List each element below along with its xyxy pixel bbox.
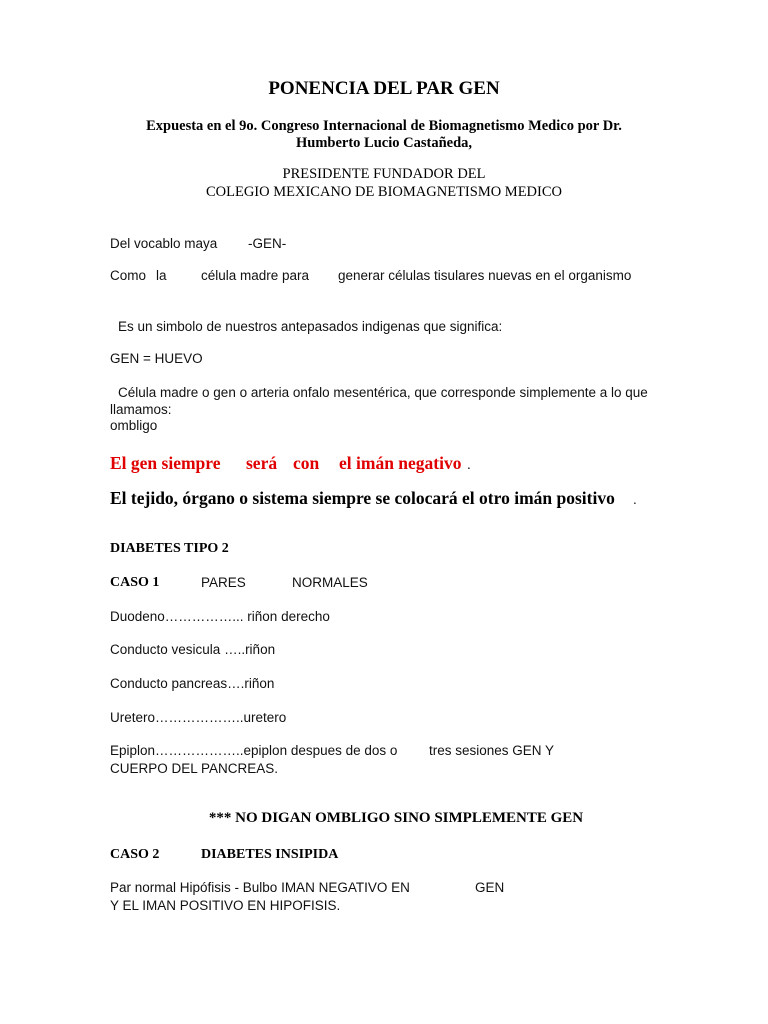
diabetes-tipo2-heading: DIABETES TIPO 2 (110, 541, 229, 556)
la-word: la (156, 268, 167, 283)
caso2-title: DIABETES INSIPIDA (201, 847, 339, 862)
celula-line-3: ombligo (110, 418, 158, 433)
vocablo-gen: -GEN- (248, 236, 287, 251)
celula-line-1: Célula madre o gen o arteria onfalo mesentérica, que corresponde simplemente a lo que (118, 385, 648, 400)
no-digan-heading: *** NO DIGAN OMBLIGO SINO SIMPLEMENTE GEN (208, 810, 584, 826)
president-line-1: PRESIDENTE FUNDADOR DEL (282, 166, 486, 182)
caso2-label: CASO 2 (110, 847, 160, 862)
vocablo-text: Del vocablo maya (110, 236, 218, 251)
celula-madre-para: célula madre para (201, 268, 310, 283)
caso1-pares: PARES (201, 575, 246, 590)
gen-huevo: GEN = HUEVO (110, 351, 203, 366)
pair-duodeno: Duodeno……………... riñon derecho (110, 609, 330, 624)
generar-text: generar células tisulares nuevas en el organismo (338, 268, 632, 283)
caso1-normales: NORMALES (292, 575, 368, 590)
gen-siempre-c: con (293, 453, 320, 473)
simbolo-text: Es un simbolo de nuestros antepasados indigenas que significa: (118, 319, 503, 334)
tejido-text: El tejido, órgano o sistema siempre se colocará el otro imán positivo (110, 488, 615, 508)
par-normal-text: Par normal Hipófisis - Bulbo IMAN NEGATIVO EN (110, 880, 410, 895)
subtitle-line-2: Humberto Lucio Castañeda, (295, 135, 473, 151)
gen-siempre-b: será (246, 453, 278, 473)
pair-pancreas: Conducto pancreas….riñon (110, 676, 275, 691)
epiplon-sesiones: tres sesiones GEN Y (429, 743, 555, 758)
subtitle-line-1: Expuesta en el 9o. Congreso Internacional de Biomagnetismo Medico por Dr. (146, 118, 622, 134)
epiplon-line-2: CUERPO DEL PANCREAS. (110, 761, 279, 776)
tejido-period: . (633, 492, 637, 507)
caso1-label: CASO 1 (110, 575, 160, 590)
gen-siempre-period: . (467, 457, 471, 472)
epiplon-text: Epiplon………………..epiplon despues de dos o (110, 743, 398, 758)
president-line-2: COLEGIO MEXICANO DE BIOMAGNETISMO MEDICO (205, 184, 563, 200)
como-word: Como (110, 268, 147, 283)
pair-vesicula: Conducto vesicula …..riñon (110, 642, 276, 657)
gen-siempre-d: el imán negativo (339, 453, 462, 473)
celula-line-2: llamamos: (110, 402, 172, 417)
par-normal-line-2: Y EL IMAN POSITIVO EN HIPOFISIS. (110, 898, 341, 913)
page-title: PONENCIA DEL PAR GEN (268, 78, 500, 99)
par-normal-gen: GEN (475, 880, 505, 895)
gen-siempre-a: El gen siempre (110, 453, 221, 473)
pair-uretero: Uretero………………..uretero (110, 710, 287, 725)
